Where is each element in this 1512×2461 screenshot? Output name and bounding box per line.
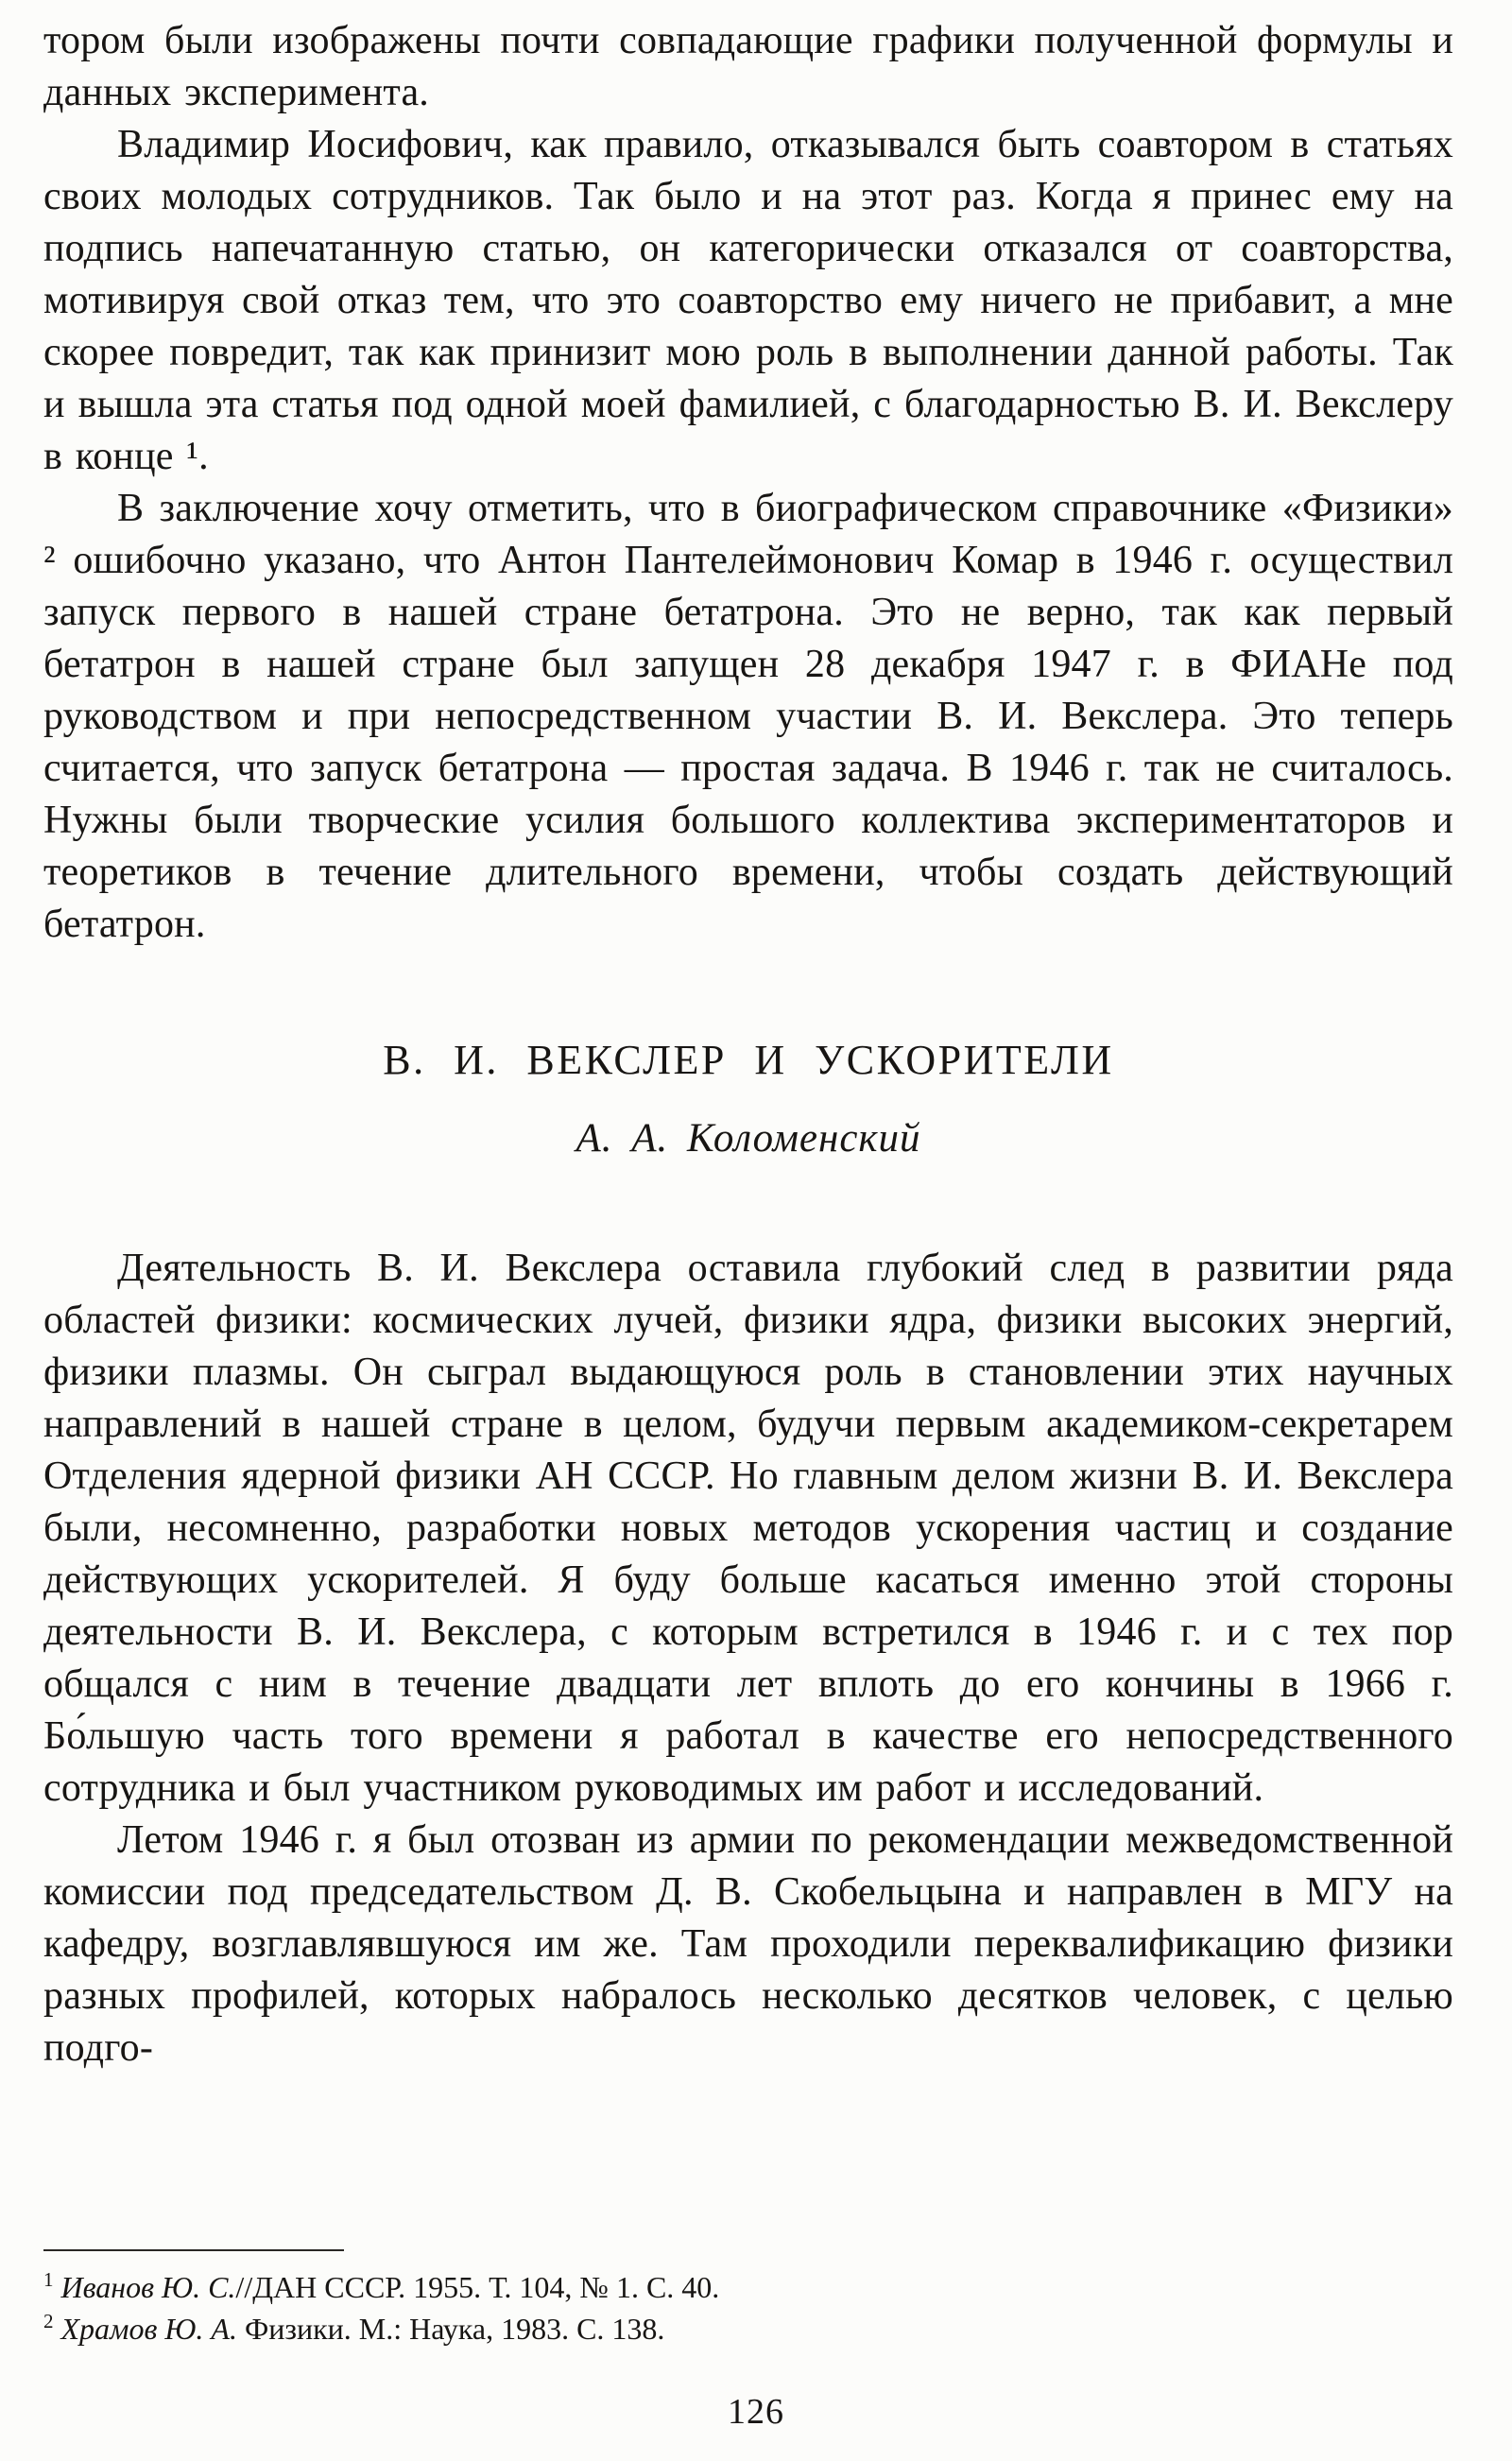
footnote (43, 2266, 1453, 2308)
paragraph: Владимир Иосифович, как правило, отказывался быть соавтором в статьях своих молодых сотрудников. Так было и на этот раз. Когда я принес ему на подпись напечатанную статью, он категорически отказался от соавторства, мотивируя свой отказ тем, что это соавторство ему ничего не прибавит, а мне скорее повредит, так как принизит мою роль в выполнении данной работы. Так и вышла эта статья под одной моей фамилией, с благодарностью В. И. Векслеру в конце ¹. (43, 123, 1453, 478)
footnote-marker: 2 (43, 2310, 54, 2333)
footnote-text: Физики. М.: Наука, 1983. С. 138. (236, 2312, 665, 2346)
footnote-author: Иванов Ю. С. (60, 2270, 236, 2304)
footnote-marker: 1 (43, 2268, 54, 2292)
paragraph: Летом 1946 г. я был отозван из армии по рекомендации межведомственной комиссии под председательством Д. В. Скобельцына и направлен в МГУ на кафедру, возглавлявшуюся им же. Там проходили переквалификацию физики разных профилей, которых набралось несколько десятков человек, с целью подго- (43, 1818, 1453, 2071)
section-title: В. И. ВЕКСЛЕР И УСКОРИТЕЛИ (383, 1037, 1114, 1083)
paragraph: В заключение хочу отметить, что в биографическом справочнике «Физики» ² ошибочно указано, что Антон Пантелеймонович Комар в 1946 г. осуществил запуск первого в нашей стране бетатрона. Это не верно, так как первый бетатрон в нашей стране был запущен 28 декабря 1947 г. в ФИАНе под руководством и при непосредственном участии В. И. Векслера. Это теперь считается, что запуск бетатрона — простая задача. В 1946 г. так не считалось. Нужны были творческие усилия большого коллектива экспериментаторов и теоретиков в течение длительного времени, чтобы создать действующий бетатрон. (43, 487, 1453, 946)
page-number: 126 (728, 2392, 784, 2432)
footnote (43, 2308, 1453, 2349)
paragraph: Деятельность В. И. Векслера оставила глубокий след в развитии ряда областей физики: космических лучей, физики ядра, физики высоких энергий, физики плазмы. Он сыграл выдающуюся роль в становлении этих научных направлений в нашей стране в целом, будучи первым академиком-секретарем Отделения ядерной физики АН СССР. Но главным делом жизни В. И. Векслера были, несомненно, разработки новых методов ускорения частиц и создание действующих ускорителей. Я буду больше касаться именно этой стороны деятельности В. И. Векслера, с которым встретился в 1946 г. и с тех пор общался с ним в течение двадцати лет вплоть до его кончины в 1966 г. Бо́льшую часть того времени я работал в качестве его непосредственного сотрудника и был участником руководимых им работ и исследований. (43, 1247, 1453, 1811)
footnotes-block (43, 2249, 1453, 2349)
section-author: А. А. Коломенский (576, 1116, 921, 1162)
page-body (43, 15, 1453, 2074)
paragraph-continuation: тором были изображены почти совпадающие графики полученной формулы и данных эксперимента. (43, 19, 1453, 114)
footnote-text: //ДАН СССР. 1955. Т. 104, № 1. С. 40. (235, 2270, 720, 2304)
footnote-divider (43, 2249, 344, 2251)
footnote-author: Храмов Ю. А. (60, 2312, 237, 2346)
